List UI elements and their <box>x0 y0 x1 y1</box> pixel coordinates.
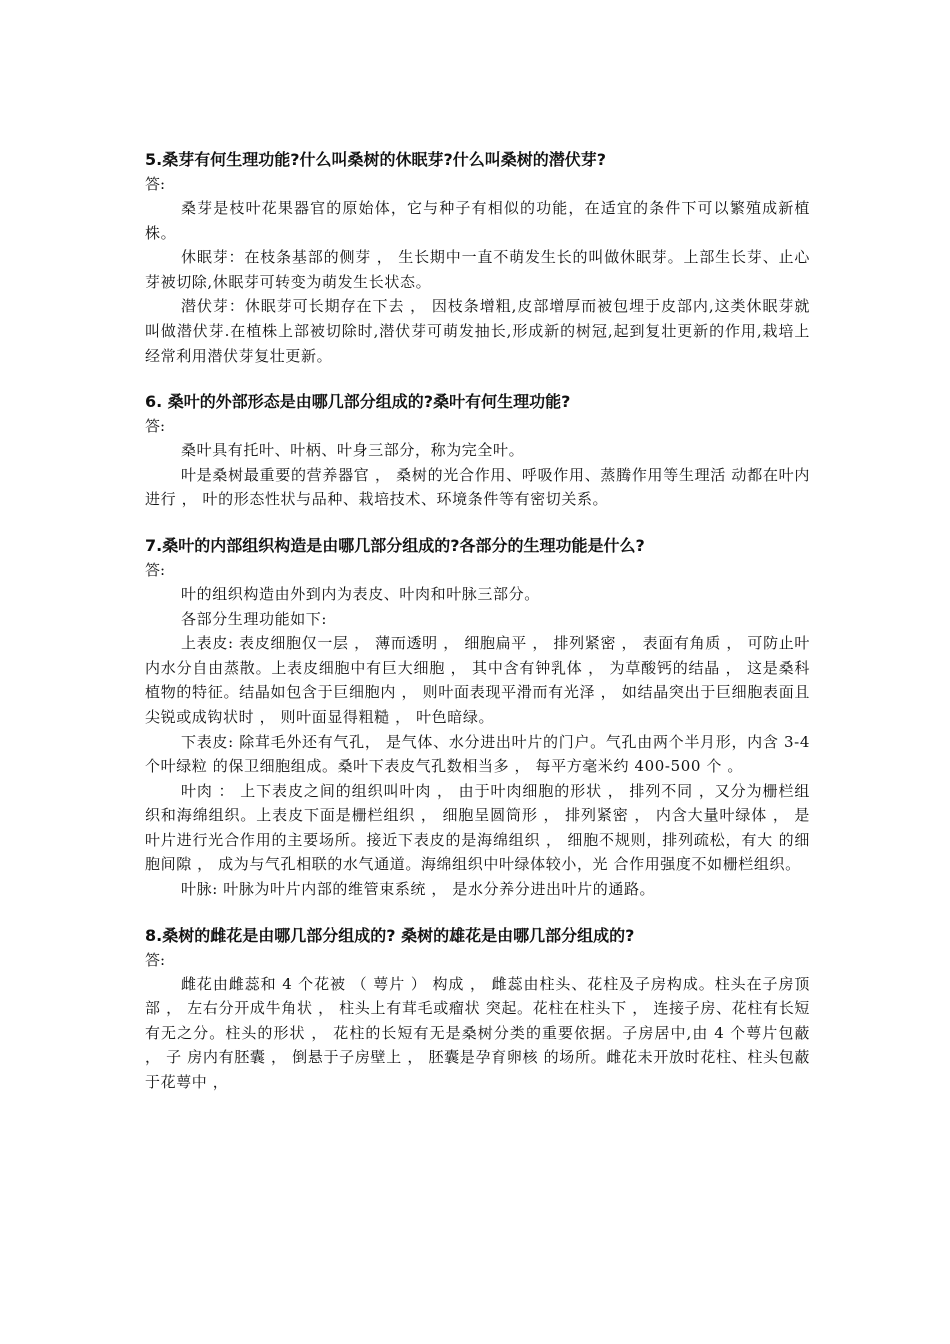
question-heading: 7.桑叶的内部组织构造是由哪几部分组成的?各部分的生理功能是什么? <box>145 535 645 555</box>
answer-paragraph: 休眠芽：在枝条基部的侧芽 ， 生长期中一直不萌发生长的叫做休眠芽。上部生长芽、止心芽被切除,休眠芽可转变为萌发生长状态。 <box>145 248 810 291</box>
answer-paragraph: 叶脉: 叶脉为叶片内部的维管束系统 ， 是水分养分进出叶片的通路。 <box>181 880 656 899</box>
answer-paragraph: 叶是桑树最重要的营养器官 ， 桑树的光合作用、呼吸作用、蒸腾作用等生理活 动都在叶内进行 ， 叶的形态性状与品种、栽培技术、环境条件等有密切关系。 <box>145 465 810 509</box>
qa-section-7 <box>145 534 810 902</box>
answer-label: 答: <box>145 560 166 579</box>
answer-paragraph: 叶肉 ： 上下表皮之间的组织叫叶肉 ， 由于叶肉细胞的形状 ， 排列不同 ，又分为栅栏组织和海绵组织。上表皮下面是栅栏组织 ， 细胞呈圆筒形 ， 排列紧密 ， 内含大量叶绿体 ， 是 叶片进行光合作用的主要场所。接近下表皮的是海绵组织 ， 细胞不规则，排列疏松，有大 的细胞间隙 ， 成为与气孔相联的水气通道。海绵组织中叶绿体较小，光 合作用强度不如栅栏组织。 <box>145 781 810 874</box>
qa-section-5 <box>145 148 810 368</box>
qa-section-8 <box>145 924 810 1095</box>
document-page <box>145 148 810 1117</box>
answer-paragraph: 桑叶具有托叶、叶柄、叶身三部分，称为完全叶。 <box>181 441 525 460</box>
answer-paragraph: 雌花由雌蕊和 4 个花被 （ 萼片 ） 构成 ， 雌蕊由柱头、花柱及子房构成。柱头在子房顶部 ， 左右分开成牛角状 ， 柱头上有茸毛或瘤状 突起。花柱在柱头下 ， 连接子房、花柱有长短有无之分。柱头的形状 ， 花柱的长短有无是桑树分类的重要依据。子房居中,由 4 个萼片包蔽 ， 子 房内有胚囊 ， 倒悬于子房壁上 ， 胚囊是孕育卵核 的场所。雌花未开放时花柱、柱头包蔽于花萼中 ， <box>145 974 810 1092</box>
question-heading: 5.桑芽有何生理功能?什么叫桑树的休眠芽?什么叫桑树的潜伏芽? <box>145 150 607 169</box>
answer-paragraph: 潜伏芽：休眠芽可长期存在下去 ， 因枝条增粗,皮部增厚而被包埋于皮部内,这类休眠芽就叫做潜伏芽.在植株上部被切除时,潜伏芽可萌发抽长,形成新的树冠,起到复壮更新的作用,栽培上经常利用潜伏芽复壮更新。 <box>145 297 810 365</box>
answer-paragraph: 各部分生理功能如下: <box>181 609 328 628</box>
answer-label: 答: <box>145 417 166 436</box>
question-heading: 6. 桑叶的外部形态是由哪几部分组成的?桑叶有何生理功能? <box>145 392 571 412</box>
answer-paragraph: 下表皮: 除茸毛外还有气孔， 是气体、水分进出叶片的门户。气孔由两个半月形，内含 3-4 个叶绿粒 的保卫细胞组成。桑叶下表皮气孔数相当多 ， 每平方毫米约 400-500 个 。 <box>145 732 810 776</box>
question-heading: 8.桑树的雌花是由哪几部分组成的? 桑树的雄花是由哪几部分组成的? <box>145 925 635 945</box>
answer-paragraph: 桑芽是枝叶花果器官的原始体，它与种子有相似的功能，在适宜的条件下可以繁殖成新植株。 <box>145 199 810 242</box>
answer-label: 答: <box>145 950 166 969</box>
answer-paragraph: 上表皮: 表皮细胞仅一层 ， 薄而透明 ， 细胞扁平 ， 排列紧密 ， 表面有角质 ， 可防止叶内水分自由蒸散。上表皮细胞中有巨大细胞 ， 其中含有钟乳体 ， 为草酸钙的结晶 ， 这是桑科植物的特征。结晶如包含于巨细胞内 ， 则叶面表现平滑而有光泽 ， 如结晶突出于巨细胞表面且尖锐或成钩状时 ， 则叶面显得粗糙 ， 叶色暗绿。 <box>145 634 810 726</box>
answer-label: 答: <box>145 175 166 193</box>
qa-section-6 <box>145 390 810 512</box>
answer-paragraph: 叶的组织构造由外到内为表皮、叶肉和叶脉三部分。 <box>181 584 540 603</box>
